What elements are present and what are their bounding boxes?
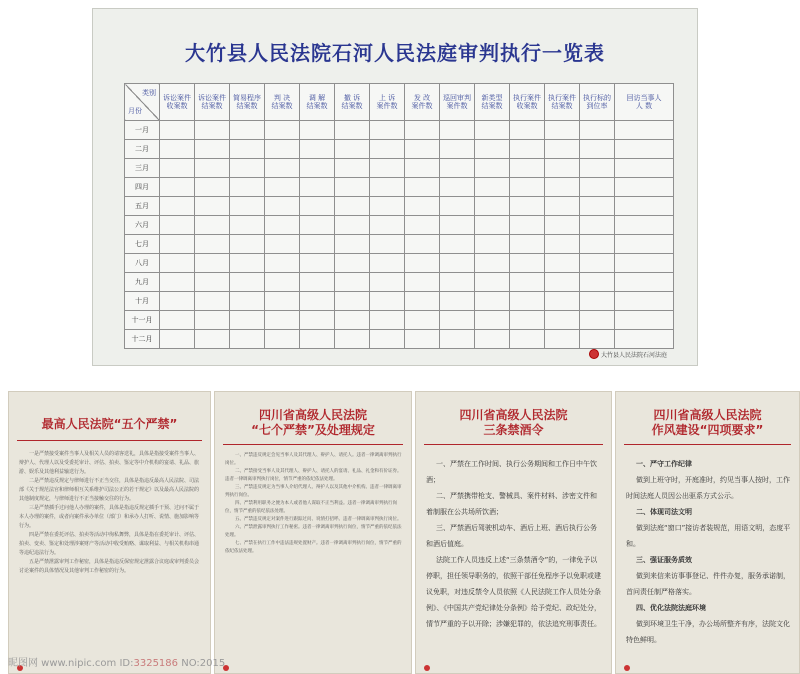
table-cell: [545, 121, 580, 140]
table-cell: [230, 140, 265, 159]
table-cell: [195, 311, 230, 330]
table-cell: [195, 159, 230, 178]
table-cell: [475, 140, 510, 159]
regulation-panels: [8, 391, 800, 674]
table-cell: [265, 254, 300, 273]
table-cell: [265, 178, 300, 197]
panel-paragraph: 三、严禁违反规定为当事人介绍代理人、辩护人以及其他中介机构。违者一律调离审判执行岗位。: [225, 485, 402, 498]
board-title: 大竹县人民法院石河人民法庭审判执行一览表: [185, 41, 605, 65]
table-cell: [335, 178, 370, 197]
board-footer-text: 大竹县人民法院石河法庭: [600, 351, 667, 359]
table-cell: [615, 311, 674, 330]
watermark-text: 昵图网 www.nipic.com: [8, 658, 117, 669]
panel-five-prohibitions: [8, 391, 211, 674]
table-cell: [580, 330, 615, 349]
table-cell: [580, 216, 615, 235]
table-cell: [370, 254, 405, 273]
table-cell: [510, 121, 545, 140]
table-cell: [160, 216, 195, 235]
column-header: 巡回审判 案件数: [440, 84, 475, 121]
table-cell: [160, 235, 195, 254]
panel-title: 四川省高级人民法院 作风建设“四项要求”: [651, 408, 764, 437]
table-cell: [160, 140, 195, 159]
table-row: [125, 254, 674, 273]
table-cell: [160, 121, 195, 140]
table-cell: [545, 330, 580, 349]
month-label: 四月: [125, 178, 160, 197]
table-cell: [440, 178, 475, 197]
month-label: 六月: [125, 216, 160, 235]
table-cell: [545, 292, 580, 311]
table-cell: [230, 330, 265, 349]
watermark-id: 3325186: [133, 658, 179, 669]
table-cell: [615, 330, 674, 349]
table-cell: [510, 178, 545, 197]
panel-alcohol-ban: [415, 391, 612, 674]
panel-seven-prohibitions: [214, 391, 412, 674]
table-cell: [545, 254, 580, 273]
table-cell: [300, 216, 335, 235]
table-cell: [475, 330, 510, 349]
table-cell: [160, 197, 195, 216]
table-cell: [475, 121, 510, 140]
table-cell: [510, 159, 545, 178]
panel-paragraph: 三是严禁插手过问他人办理的案件，具体是指违反规定插手干预、过问不属于本人办理的案件，或者向案件承办单位（部门）和承办人打听、说情、施加影响等行为。: [19, 505, 200, 529]
panel-body: [19, 450, 202, 576]
table-cell: [510, 330, 545, 349]
table-row: [125, 178, 674, 197]
panel-title: 最高人民法院“五个严禁”: [41, 417, 178, 431]
panel-paragraph: 二、体现司法文明: [636, 508, 692, 516]
panel-paragraph: 五是严禁泄露审判工作秘密，具体是指违反保密规定泄露合议庭或审判委员会讨论案件的具体情况及其他审判工作秘密的行为。: [19, 559, 200, 574]
table-cell: [265, 292, 300, 311]
panel-body: [426, 456, 603, 632]
table-cell: [475, 273, 510, 292]
table-cell: [370, 140, 405, 159]
table-cell: [580, 197, 615, 216]
panel-paragraph: 做到上班守时，开庭准时，约见当事人按时，工作时间法庭人员因公出驱系方式公示。: [626, 476, 790, 500]
table-cell: [335, 235, 370, 254]
month-label: 七月: [125, 235, 160, 254]
table-cell: [370, 216, 405, 235]
table-cell: [405, 216, 440, 235]
table-cell: [195, 140, 230, 159]
panel-four-requirements: [615, 391, 800, 674]
table-cell: [405, 235, 440, 254]
table-cell: [265, 140, 300, 159]
table-cell: [230, 292, 265, 311]
table-cell: [475, 216, 510, 235]
table-cell: [160, 311, 195, 330]
table-row: [125, 235, 674, 254]
table-cell: [160, 292, 195, 311]
table-cell: [440, 216, 475, 235]
table-cell: [405, 330, 440, 349]
panel-paragraph: 六、严禁泄露审判执行工作秘密。违者一律调离审判执行岗位，情节严重的依纪依法处理。: [225, 525, 402, 538]
table-cell: [510, 197, 545, 216]
table-cell: [545, 140, 580, 159]
table-cell: [405, 292, 440, 311]
table-cell: [300, 292, 335, 311]
table-cell: [265, 273, 300, 292]
table-cell: [405, 178, 440, 197]
panel-paragraph: 二是严禁违反规定与律师进行不正当交往，具体是指违反最高人民法院、司法部《关于规范法官和律师相互关系维护司法公正的若干规定》以及最高人民法院的其他制度规定，与律师进行不正当接触交往的行为。: [19, 478, 200, 502]
table-cell: [265, 235, 300, 254]
table-cell: [335, 140, 370, 159]
table-cell: [545, 273, 580, 292]
table-cell: [195, 273, 230, 292]
table-cell: [440, 140, 475, 159]
table-cell: [370, 330, 405, 349]
column-header: 回访当事人 人 数: [615, 84, 674, 121]
table-cell: [300, 121, 335, 140]
table-cell: [545, 159, 580, 178]
table-cell: [440, 273, 475, 292]
panel-paragraph: 一、严禁在工作时间、执行公务期间和工作日中午饮酒；: [426, 460, 597, 484]
table-cell: [510, 216, 545, 235]
table-cell: [265, 159, 300, 178]
table-cell: [405, 311, 440, 330]
table-header-row: [125, 84, 674, 121]
corner-cell: [125, 84, 160, 121]
table-cell: [300, 254, 335, 273]
watermark-suffix: NO:2015: [181, 658, 226, 669]
title-divider: [17, 440, 202, 441]
table-cell: [510, 140, 545, 159]
table-cell: [615, 254, 674, 273]
table-row: [125, 197, 674, 216]
table-cell: [230, 273, 265, 292]
table-cell: [580, 140, 615, 159]
watermark-id-label: ID:: [119, 658, 134, 669]
table-cell: [615, 216, 674, 235]
table-cell: [440, 159, 475, 178]
table-row: [125, 273, 674, 292]
title-divider: [624, 444, 791, 445]
table-cell: [300, 311, 335, 330]
table-cell: [300, 235, 335, 254]
panel-paragraph: 做到环境卫生干净，办公场所整齐有序，法院文化特色鲜明。: [626, 620, 790, 644]
panel-paragraph: 法院工作人员违反上述“三条禁酒令”的，一律免予以停职，担任领导职务的，依照干部任免程序予以免职或建议免职，对违反禁令人员依照《人民法院工作人员处分条例》、《中国共产党纪律处分条例》给予党纪、政纪处分，情节严重的予以开除；涉嫌犯罪的，依法追究刑事责任。: [426, 556, 601, 628]
table-cell: [615, 235, 674, 254]
column-header: 调 解 结案数: [300, 84, 335, 121]
table-cell: [545, 216, 580, 235]
table-cell: [230, 121, 265, 140]
table-cell: [300, 273, 335, 292]
table-cell: [265, 121, 300, 140]
panel-paragraph: 四、严禁利用职务之便为本人或者他人谋取不正当利益。违者一律调离审判执行岗位，情节严重的依纪依法处理。: [225, 501, 397, 514]
table-cell: [335, 292, 370, 311]
table-cell: [230, 197, 265, 216]
panel-paragraph: 一、严守工作纪律: [636, 460, 692, 468]
month-label: 十月: [125, 292, 160, 311]
column-header: 上 诉 案件数: [370, 84, 405, 121]
table-cell: [440, 121, 475, 140]
month-label: 九月: [125, 273, 160, 292]
watermark: [8, 654, 225, 669]
table-cell: [615, 178, 674, 197]
table-cell: [230, 254, 265, 273]
table-cell: [335, 254, 370, 273]
table-cell: [545, 311, 580, 330]
table-cell: [265, 330, 300, 349]
table-cell: [440, 311, 475, 330]
table-cell: [160, 178, 195, 197]
table-cell: [545, 197, 580, 216]
board-footer: [589, 349, 667, 359]
table-cell: [265, 197, 300, 216]
table-cell: [195, 235, 230, 254]
column-header: 执行案件 收案数: [510, 84, 545, 121]
table-cell: [370, 292, 405, 311]
table-cell: [545, 178, 580, 197]
corner-category-label: 类别: [142, 89, 156, 97]
red-seal-icon: [624, 665, 630, 671]
panel-paragraph: 一、严禁违反规定会见当事人及其代理人、辩护人、请托人。违者一律调离审判执行岗位。: [225, 453, 402, 466]
panel-paragraph: 三、强证服务质效: [636, 556, 692, 564]
month-label: 一月: [125, 121, 160, 140]
table-cell: [545, 235, 580, 254]
table-cell: [580, 159, 615, 178]
table-cell: [405, 254, 440, 273]
table-cell: [160, 254, 195, 273]
table-cell: [440, 197, 475, 216]
table-cell: [475, 178, 510, 197]
table-cell: [160, 273, 195, 292]
table-cell: [475, 292, 510, 311]
panel-paragraph: 五、严禁违反规定对案件进行跟踪过问、说情打招呼。违者一律调离审判执行岗位。: [235, 517, 402, 522]
table-cell: [510, 254, 545, 273]
table-cell: [300, 140, 335, 159]
table-cell: [405, 159, 440, 178]
column-header: 撤 诉 结案数: [335, 84, 370, 121]
table-cell: [300, 197, 335, 216]
table-cell: [510, 292, 545, 311]
table-cell: [335, 273, 370, 292]
table-cell: [230, 235, 265, 254]
court-emblem-icon: [589, 349, 599, 359]
table-cell: [300, 178, 335, 197]
table-cell: [615, 140, 674, 159]
table-cell: [335, 159, 370, 178]
table-cell: [370, 121, 405, 140]
table-cell: [475, 159, 510, 178]
panel-paragraph: 七、严禁在执行工作中违法违规处置财产。违者一律调离审判执行岗位，情节严重的依纪依法处理。: [225, 541, 402, 554]
table-cell: [405, 140, 440, 159]
column-header: 诉讼案件 结案数: [195, 84, 230, 121]
panel-body: [626, 456, 791, 648]
table-cell: [370, 235, 405, 254]
column-header: 新类型 结案数: [475, 84, 510, 121]
table-cell: [265, 216, 300, 235]
column-header: 执行案件 结案数: [545, 84, 580, 121]
table-cell: [370, 311, 405, 330]
table-cell: [230, 216, 265, 235]
table-cell: [195, 254, 230, 273]
table-cell: [230, 311, 265, 330]
table-cell: [475, 254, 510, 273]
title-divider: [424, 444, 603, 445]
table-row: [125, 140, 674, 159]
table-cell: [475, 197, 510, 216]
table-cell: [510, 235, 545, 254]
table-cell: [440, 254, 475, 273]
panel-paragraph: 二、严禁接受当事人及其代理人、辩护人、请托人的宴请、礼品、礼金和有价证券。违者一律调离审判执行岗位，情节严重的依纪依法处理。: [225, 469, 402, 482]
month-label: 三月: [125, 159, 160, 178]
table-cell: [440, 235, 475, 254]
table-cell: [475, 235, 510, 254]
table-row: [125, 311, 674, 330]
panel-paragraph: 二、严禁携带枪支、警械具、案件材料、涉密文件和着制服在公共场所饮酒；: [426, 492, 597, 516]
table-cell: [195, 216, 230, 235]
table-cell: [580, 273, 615, 292]
month-label: 二月: [125, 140, 160, 159]
panel-title: 四川省高级人民法院 “七个严禁”及处理规定: [251, 408, 375, 437]
panel-paragraph: 三、严禁酒后驾驶机动车、酒后上班、酒后执行公务和酒后值庭。: [426, 524, 597, 548]
table-cell: [580, 235, 615, 254]
table-cell: [615, 273, 674, 292]
table-row: [125, 330, 674, 349]
table-row: [125, 121, 674, 140]
table-cell: [510, 311, 545, 330]
table-cell: [580, 121, 615, 140]
column-header: 诉讼案件 收案数: [160, 84, 195, 121]
table-cell: [405, 121, 440, 140]
month-label: 五月: [125, 197, 160, 216]
table-cell: [370, 159, 405, 178]
column-header: 执行标的 到位率: [580, 84, 615, 121]
table-cell: [615, 197, 674, 216]
table-cell: [195, 121, 230, 140]
table-cell: [160, 330, 195, 349]
table-cell: [615, 121, 674, 140]
panel-paragraph: 一是严禁接受案件当事人及相关人员的请客送礼，具体是指接受案件当事人、辩护人、代理人以及受委托审计、评估、拍卖、鉴定等中介机构的宴请、礼品、旅游、娱乐及其他利益输送行为。: [19, 451, 200, 475]
table-cell: [580, 292, 615, 311]
table-cell: [370, 178, 405, 197]
corner-month-label: 月份: [128, 107, 142, 115]
panel-paragraph: 四是严禁在委托评估、拍卖等活动中徇私舞弊，具体是指在委托审计、评估、拍卖、变卖、鉴定和处理涉案财产等活动中收受贿赂、谋取利益、与相关机构串通等违纪违法行为。: [19, 532, 200, 556]
panel-body: [225, 452, 403, 556]
table-cell: [300, 330, 335, 349]
column-header: 发 改 案件数: [405, 84, 440, 121]
column-header: 简易程序 结案数: [230, 84, 265, 121]
table-cell: [580, 178, 615, 197]
title-divider: [223, 444, 403, 445]
month-label: 八月: [125, 254, 160, 273]
table-cell: [580, 254, 615, 273]
table-cell: [405, 273, 440, 292]
table-cell: [440, 292, 475, 311]
table-cell: [335, 121, 370, 140]
table-cell: [335, 330, 370, 349]
month-label: 十二月: [125, 330, 160, 349]
table-cell: [195, 330, 230, 349]
table-cell: [370, 273, 405, 292]
panel-title: 四川省高级人民法院 三条禁酒令: [459, 408, 568, 437]
table-cell: [230, 159, 265, 178]
table-cell: [580, 311, 615, 330]
panel-paragraph: 做到来信来访事事登记、件件办复，服务承诺制，首问责任制严格落实。: [626, 572, 790, 596]
panel-paragraph: 四、优化法院法庭环境: [636, 604, 706, 612]
schedule-board: [92, 8, 698, 366]
month-label: 十一月: [125, 311, 160, 330]
panel-paragraph: 做到法庭“窗口”接访者装规范，用语文明，态度平和。: [626, 524, 791, 548]
table-cell: [615, 159, 674, 178]
table-cell: [195, 197, 230, 216]
table-cell: [230, 178, 265, 197]
table-cell: [195, 292, 230, 311]
table-cell: [405, 197, 440, 216]
table-cell: [160, 159, 195, 178]
column-header: 判 决 结案数: [265, 84, 300, 121]
table-cell: [300, 159, 335, 178]
table-row: [125, 216, 674, 235]
table-row: [125, 292, 674, 311]
red-seal-icon: [424, 665, 430, 671]
table-cell: [510, 273, 545, 292]
table-cell: [335, 216, 370, 235]
table-cell: [440, 330, 475, 349]
table-row: [125, 159, 674, 178]
table-cell: [195, 178, 230, 197]
table-cell: [370, 197, 405, 216]
table-cell: [265, 311, 300, 330]
table-cell: [615, 292, 674, 311]
schedule-table: [124, 83, 674, 349]
table-cell: [475, 311, 510, 330]
table-cell: [335, 197, 370, 216]
table-cell: [335, 311, 370, 330]
